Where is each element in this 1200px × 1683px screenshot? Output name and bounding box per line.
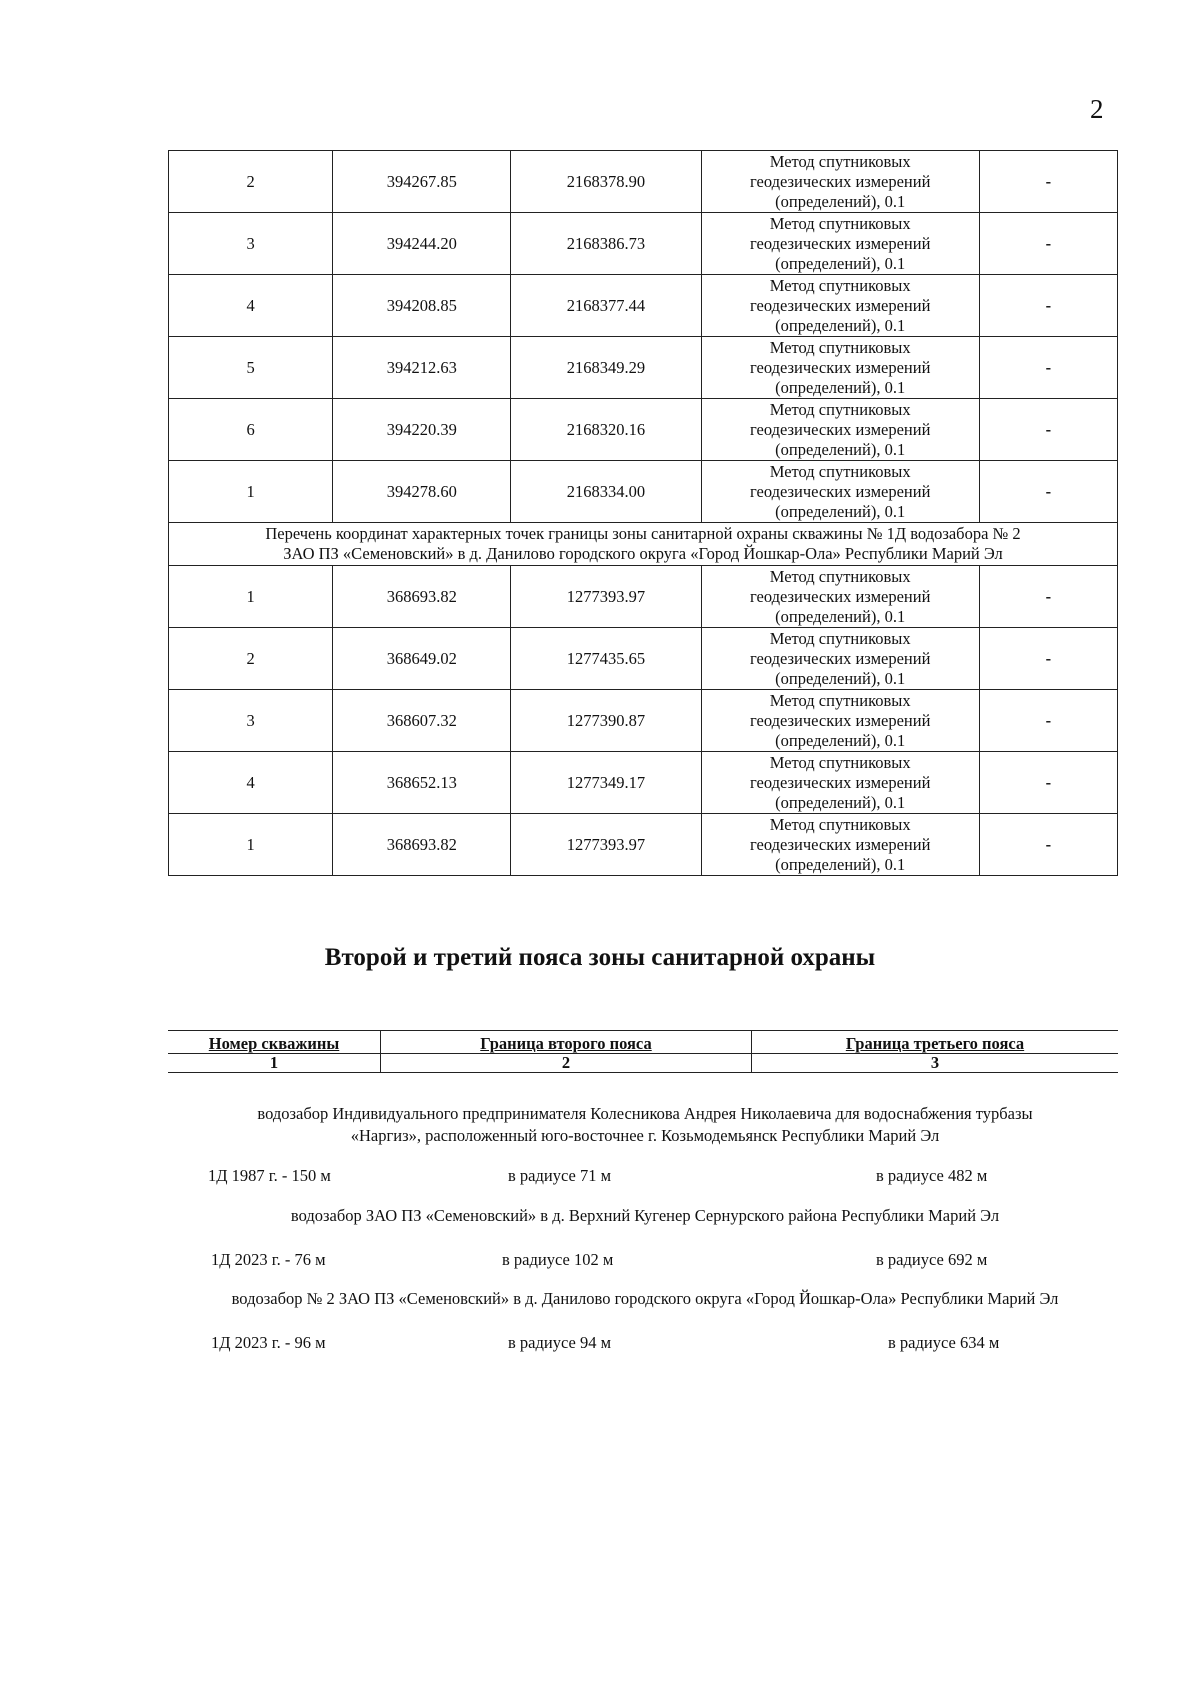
method-line: (определений), 0.1 — [775, 792, 906, 812]
method-cell — [701, 275, 979, 337]
method-cell — [701, 461, 979, 523]
belts-heading: Второй и третий пояса зоны санитарной охраны — [324, 944, 876, 971]
x-coordinate-cell: 394220.39 — [333, 399, 511, 461]
block1-well: 1Д 1987 г. - 150 м — [208, 1166, 331, 1185]
point-number-cell: 3 — [169, 690, 333, 752]
y-coordinate-cell: 2168334.00 — [511, 461, 701, 523]
method-line: (определений), 0.1 — [775, 730, 906, 750]
x-coordinate-cell: 394208.85 — [333, 275, 511, 337]
block3-well: 1Д 2023 г. - 96 м — [211, 1333, 326, 1352]
method-line: Метод спутниковых — [769, 275, 911, 295]
y-coordinate-cell: 1277435.65 — [511, 628, 701, 690]
y-coordinate-cell: 1277393.97 — [511, 814, 701, 876]
block3-third-belt: в радиусе 634 м — [888, 1333, 1000, 1352]
col-number-1: 1 — [168, 1054, 381, 1072]
method-line: Метод спутниковых — [769, 752, 911, 772]
note-cell: - — [979, 628, 1117, 690]
table-row — [169, 814, 1118, 876]
block2-second-belt: в радиусе 102 м — [502, 1250, 614, 1269]
col-number-3: 3 — [930, 1053, 940, 1072]
y-coordinate-cell: 1277393.97 — [511, 566, 701, 628]
point-number-cell: 6 — [169, 399, 333, 461]
section-caption-line: Перечень координат характерных точек границы зоны санитарной охраны скважины № 1Д водозабора № 2 — [265, 524, 1021, 543]
method-line: геодезических измерений — [749, 233, 931, 253]
method-line: геодезических измерений — [749, 834, 931, 854]
method-line: Метод спутниковых — [769, 461, 911, 481]
y-coordinate-cell: 2168386.73 — [511, 213, 701, 275]
y-coordinate-cell: 1277349.17 — [511, 752, 701, 814]
y-coordinate-cell: 2168320.16 — [511, 399, 701, 461]
x-coordinate-cell: 394278.60 — [333, 461, 511, 523]
table-row — [169, 151, 1118, 213]
x-coordinate-cell: 368607.32 — [333, 690, 511, 752]
belts-table-header — [168, 1030, 1118, 1073]
method-line: Метод спутниковых — [769, 337, 911, 357]
col-header-third-belt: Граница третьего пояса — [845, 1034, 1025, 1053]
note-cell: - — [979, 275, 1117, 337]
table-row — [169, 461, 1118, 523]
table-row — [169, 628, 1118, 690]
block1-third-belt: в радиусе 482 м — [876, 1166, 988, 1185]
point-number-cell: 2 — [169, 628, 333, 690]
method-line: геодезических измерений — [749, 171, 931, 191]
x-coordinate-cell: 394244.20 — [333, 213, 511, 275]
x-coordinate-cell: 368652.13 — [333, 752, 511, 814]
y-coordinate-cell: 2168378.90 — [511, 151, 701, 213]
point-number-cell: 1 — [169, 814, 333, 876]
method-line: (определений), 0.1 — [775, 606, 906, 626]
method-line: геодезических измерений — [749, 295, 931, 315]
note-cell: - — [979, 461, 1117, 523]
method-cell — [701, 213, 979, 275]
method-line: (определений), 0.1 — [775, 191, 906, 211]
table-row — [169, 399, 1118, 461]
method-line: (определений), 0.1 — [775, 668, 906, 688]
method-cell — [701, 151, 979, 213]
method-line: геодезических измерений — [749, 419, 931, 439]
x-coordinate-cell: 394212.63 — [333, 337, 511, 399]
method-line: геодезических измерений — [749, 710, 931, 730]
point-number-cell: 4 — [169, 752, 333, 814]
note-cell: - — [979, 814, 1117, 876]
col-header-well-number: Номер скважины — [168, 1031, 381, 1053]
method-line: Метод спутниковых — [769, 814, 911, 834]
method-line: (определений), 0.1 — [775, 439, 906, 459]
table-row — [169, 275, 1118, 337]
x-coordinate-cell: 394267.85 — [333, 151, 511, 213]
x-coordinate-cell: 368693.82 — [333, 566, 511, 628]
col-header-second-belt: Граница второго пояса — [381, 1031, 752, 1053]
block2-title: водозабор ЗАО ПЗ «Семеновский» в д. Верхний Кугенер Сернурского района Республики Марий Эл — [290, 1206, 1000, 1225]
method-line: Метод спутниковых — [769, 151, 911, 171]
note-cell: - — [979, 213, 1117, 275]
x-coordinate-cell: 368649.02 — [333, 628, 511, 690]
method-line: Метод спутниковых — [769, 690, 911, 710]
method-line: (определений), 0.1 — [775, 854, 906, 874]
method-line: (определений), 0.1 — [775, 377, 906, 397]
point-number-cell: 5 — [169, 337, 333, 399]
coordinates-table — [168, 150, 1118, 876]
method-line: (определений), 0.1 — [775, 315, 906, 335]
section-caption — [169, 523, 1118, 566]
method-cell — [701, 752, 979, 814]
block2-well: 1Д 2023 г. - 76 м — [211, 1250, 326, 1269]
block1-title-line2: «Наргиз», расположенный юго-восточнее г. Козьмодемьянск Республики Марий Эл — [350, 1126, 940, 1145]
point-number-cell: 1 — [169, 566, 333, 628]
method-cell — [701, 337, 979, 399]
note-cell: - — [979, 151, 1117, 213]
method-line: Метод спутниковых — [769, 628, 911, 648]
method-line: Метод спутниковых — [769, 399, 911, 419]
block2-third-belt: в радиусе 692 м — [876, 1250, 988, 1269]
note-cell: - — [979, 566, 1117, 628]
y-coordinate-cell: 1277390.87 — [511, 690, 701, 752]
note-cell: - — [979, 337, 1117, 399]
method-cell — [701, 399, 979, 461]
method-line: геодезических измерений — [749, 648, 931, 668]
point-number-cell: 4 — [169, 275, 333, 337]
y-coordinate-cell: 2168349.29 — [511, 337, 701, 399]
point-number-cell: 3 — [169, 213, 333, 275]
table-row — [169, 337, 1118, 399]
block1-title-line1: водозабор Индивидуального предпринимателя Колесникова Андрея Николаевича для водоснабжения турбазы — [257, 1104, 1033, 1123]
col-number-2: 2 — [381, 1054, 752, 1072]
method-line: (определений), 0.1 — [775, 253, 906, 273]
y-coordinate-cell: 2168377.44 — [511, 275, 701, 337]
point-number-cell: 2 — [169, 151, 333, 213]
method-line: геодезических измерений — [749, 481, 931, 501]
section-row — [169, 523, 1118, 566]
point-number-cell: 1 — [169, 461, 333, 523]
page-number: 2 — [1090, 94, 1104, 124]
method-cell — [701, 628, 979, 690]
note-cell: - — [979, 752, 1117, 814]
x-coordinate-cell: 368693.82 — [333, 814, 511, 876]
method-line: геодезических измерений — [749, 586, 931, 606]
note-cell: - — [979, 690, 1117, 752]
method-line: геодезических измерений — [749, 772, 931, 792]
table-row — [169, 752, 1118, 814]
method-line: (определений), 0.1 — [775, 501, 906, 521]
method-line: геодезических измерений — [749, 357, 931, 377]
note-cell: - — [979, 399, 1117, 461]
table-row — [169, 690, 1118, 752]
table-row — [169, 566, 1118, 628]
method-cell — [701, 566, 979, 628]
block3-title: водозабор № 2 ЗАО ПЗ «Семеновский» в д. Данилово городского округа «Город Йошкар-Ола» Республики Марий Эл — [231, 1289, 1059, 1308]
method-line: Метод спутниковых — [769, 566, 911, 586]
block1-second-belt: в радиусе 71 м — [508, 1166, 612, 1185]
table-row — [169, 213, 1118, 275]
method-line: Метод спутниковых — [769, 213, 911, 233]
method-cell — [701, 690, 979, 752]
block3-second-belt: в радиусе 94 м — [508, 1333, 612, 1352]
section-caption-line: ЗАО ПЗ «Семеновский» в д. Данилово городского округа «Город Йошкар-Ола» Республики Марий Эл — [283, 544, 1003, 563]
method-cell — [701, 814, 979, 876]
block1-title — [150, 1103, 1140, 1147]
